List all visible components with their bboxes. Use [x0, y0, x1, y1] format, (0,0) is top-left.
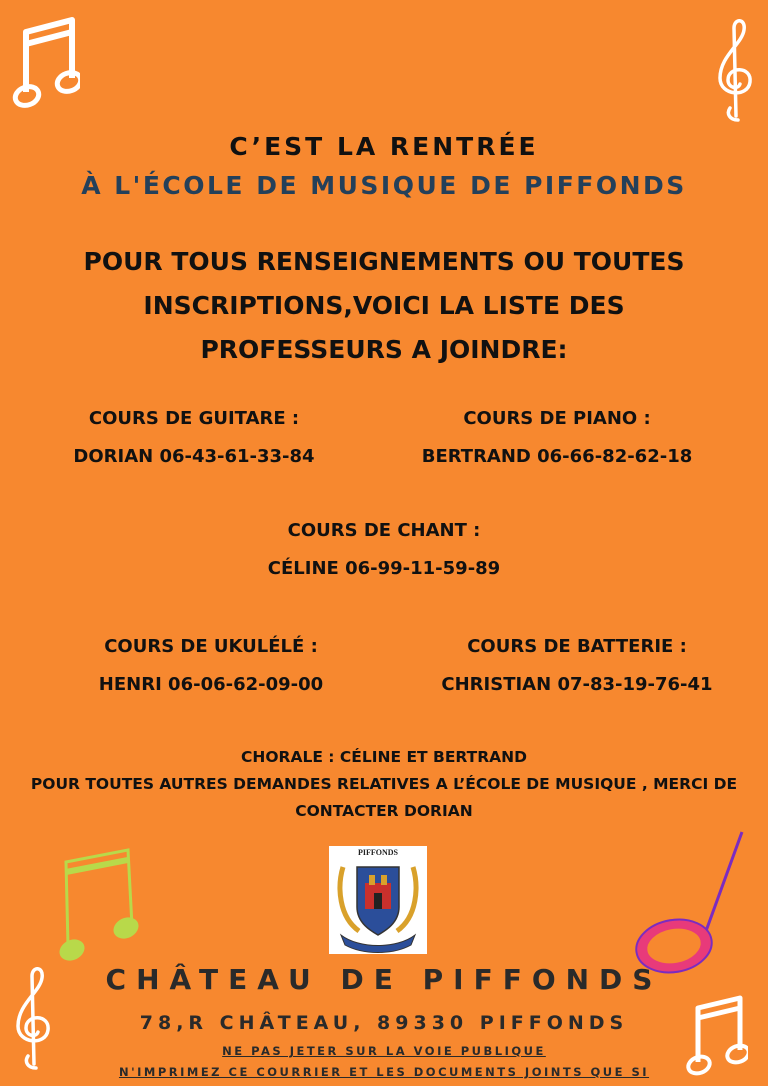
course-chant-label: COURS DE CHANT : — [287, 520, 481, 541]
pink-note-icon — [634, 826, 754, 978]
course-guitare-label: COURS DE GUITARE : — [88, 408, 300, 429]
intro-text: POUR TOUS RENSEIGNEMENTS OU TOUTES INSCRIPTIONS,VOICI LA LISTE DES PROFESSEURS A JOINDRE: — [83, 247, 685, 364]
course-batterie-contact: CHRISTIAN 07-83-19-76-41 — [441, 674, 713, 695]
course-chant — [184, 512, 584, 588]
contact-dorian-line: CONTACTER DORIAN — [295, 802, 473, 820]
course-batterie-label: COURS DE BATTERIE : — [467, 636, 687, 657]
castle-name: CHÂTEAU DE PIFFONDS — [105, 963, 663, 996]
notice-line-2: N'IMPRIMEZ CE COURRIER ET LES DOCUMENTS JOINTS QUE SI — [118, 1065, 650, 1079]
course-chant-contact: CÉLINE 06-99-11-59-89 — [267, 558, 501, 579]
course-piano — [400, 400, 714, 476]
crest-label: PIFFONDS — [358, 848, 398, 857]
course-guitare — [40, 400, 348, 476]
green-double-note-icon — [52, 842, 152, 972]
course-batterie — [424, 628, 730, 704]
other-requests-line: POUR TOUTES AUTRES DEMANDES RELATIVES A L’ÉCOLE DE MUSIQUE , MERCI DE — [30, 775, 738, 793]
course-ukulele-label: COURS DE UKULÉLÉ : — [104, 636, 318, 657]
course-ukulele-contact: HENRI 06-06-62-09-00 — [98, 674, 324, 695]
crest-logo — [329, 846, 427, 954]
title-ecole: À L'ÉCOLE DE MUSIQUE DE PIFFONDS — [81, 171, 687, 200]
course-piano-contact: BERTRAND 06-66-82-62-18 — [421, 446, 693, 467]
course-guitare-contact: DORIAN 06-43-61-33-84 — [73, 446, 315, 467]
course-piano-label: COURS DE PIANO : — [463, 408, 651, 429]
chorale-line: CHORALE : CÉLINE ET BERTRAND — [240, 748, 528, 766]
title-rentree: C’EST LA RENTRÉE — [229, 132, 539, 161]
treble-clef-icon — [712, 16, 758, 128]
course-ukulele — [58, 628, 364, 704]
address: 78,R CHÂTEAU, 89330 PIFFONDS — [139, 1012, 629, 1034]
double-note-icon — [12, 14, 80, 112]
chorale-block — [0, 744, 768, 825]
notice-line-1: NE PAS JETER SUR LA VOIE PUBLIQUE — [222, 1044, 546, 1058]
crest-shield-icon — [329, 857, 427, 953]
